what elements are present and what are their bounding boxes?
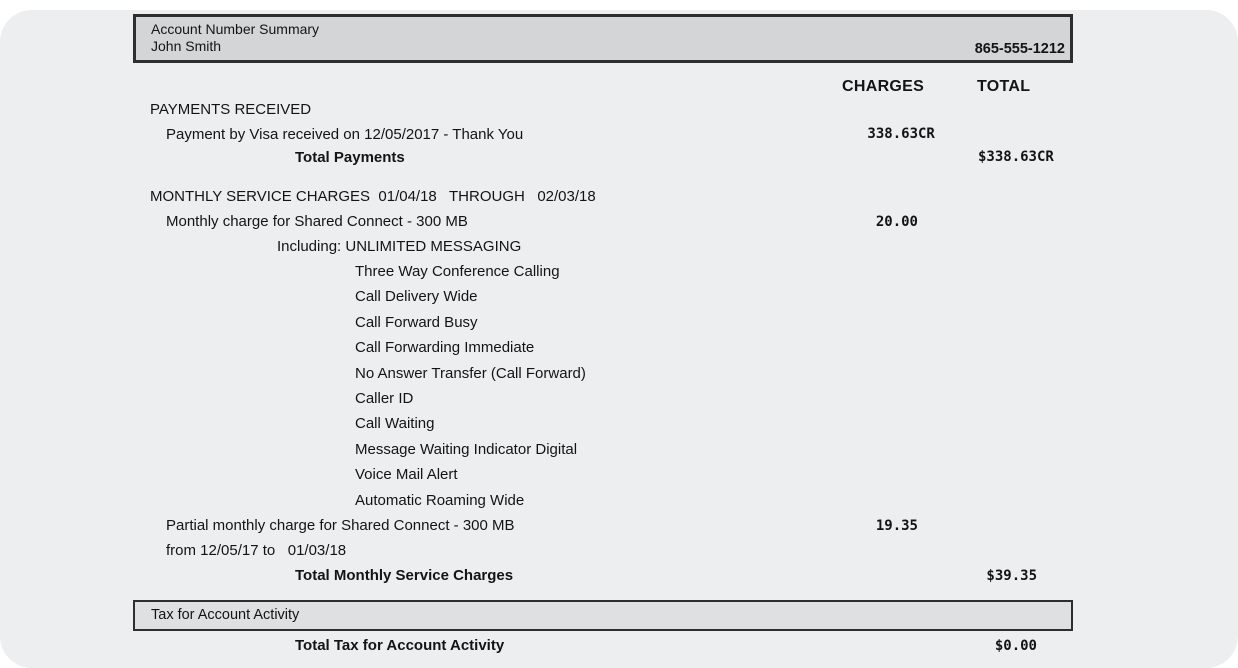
feature-item: Voice Mail Alert — [355, 466, 458, 483]
feature-item: Caller ID — [355, 390, 414, 407]
feature-item: Message Waiting Indicator Digital — [355, 441, 578, 458]
total-monthly-amount: $39.35 — [986, 568, 1037, 584]
monthly-section-title: MONTHLY SERVICE CHARGES 01/04/18 THROUGH 02/03/18 — [150, 188, 596, 205]
monthly-charge-amount: 20.00 — [875, 214, 918, 230]
including-label: Including: UNLIMITED MESSAGING — [277, 238, 522, 255]
phone-number: 865-555-1212 — [974, 41, 1065, 57]
monthly-charge-item: Monthly charge for Shared Connect - 300 MB — [166, 213, 468, 230]
tax-box-title: Tax for Account Activity — [151, 607, 300, 623]
credit-suffix: CR — [1037, 149, 1054, 165]
credit-suffix: CR — [918, 126, 935, 142]
total-tax-label: Total Tax for Account Activity — [295, 637, 505, 654]
payments-section-title: PAYMENTS RECEIVED — [150, 101, 312, 118]
partial-charge-amount: 19.35 — [875, 518, 918, 534]
account-header-box — [133, 14, 1073, 63]
total-payments-amount: $338.63 CR — [977, 149, 1054, 165]
total-tax-amount: $0.00 — [994, 638, 1037, 654]
feature-item: Call Forward Busy — [355, 314, 478, 331]
customer-name: John Smith — [151, 38, 222, 54]
account-summary-title: Account Number Summary — [151, 21, 320, 37]
bill-summary-page — [0, 10, 1238, 668]
total-payments-label: Total Payments — [295, 149, 405, 166]
partial-charge-period: from 12/05/17 to 01/03/18 — [166, 542, 347, 559]
feature-item: Call Forwarding Immediate — [355, 339, 535, 356]
feature-item: Call Delivery Wide — [355, 288, 478, 305]
total-monthly-label: Total Monthly Service Charges — [295, 567, 514, 584]
charges-column-header: CHARGES — [842, 78, 925, 95]
feature-item: No Answer Transfer (Call Forward) — [355, 365, 586, 382]
partial-charge-item: Partial monthly charge for Shared Connect - 300 MB — [166, 517, 515, 534]
tax-section-box — [133, 600, 1073, 631]
payment-line-item: Payment by Visa received on 12/05/2017 - Thank You — [166, 126, 524, 143]
feature-item: Call Waiting — [355, 415, 435, 432]
feature-item: Automatic Roaming Wide — [355, 492, 525, 509]
payment-charge-amount: 338.63 CR — [867, 126, 935, 142]
feature-item: Three Way Conference Calling — [355, 263, 560, 280]
total-column-header: TOTAL — [977, 78, 1031, 95]
